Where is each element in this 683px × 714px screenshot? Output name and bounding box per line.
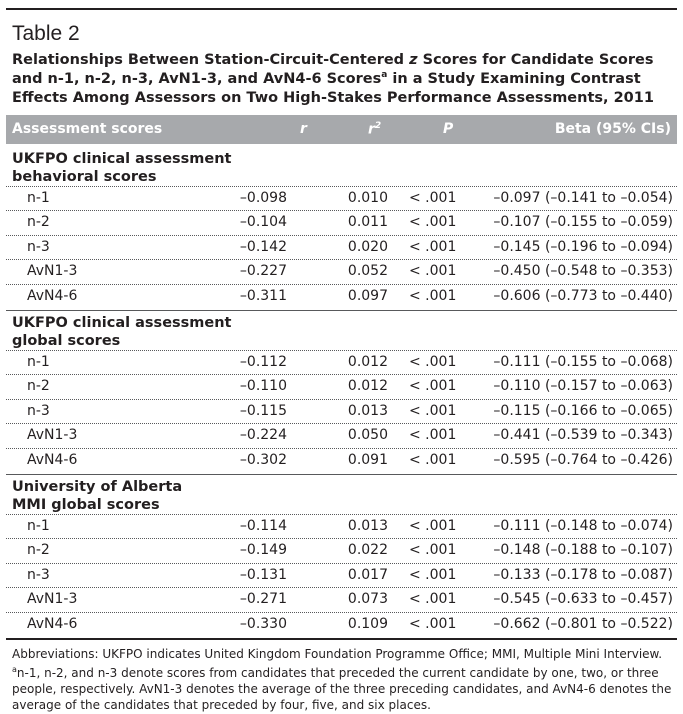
cell-assessment-score: n-1 xyxy=(27,190,50,206)
cell-p: < .001 xyxy=(409,239,457,255)
cell-r: –0.098 xyxy=(239,190,287,206)
cell-r: –0.114 xyxy=(239,518,287,534)
cell-beta: –0.110 (–0.157 to –0.063) xyxy=(493,378,673,394)
cell-p: < .001 xyxy=(409,518,457,534)
cell-r: –0.142 xyxy=(239,239,287,255)
title-z: z xyxy=(409,52,418,68)
cell-beta: –0.450 (–0.548 to –0.353) xyxy=(493,263,673,279)
footnote-a-mark: a xyxy=(12,665,17,674)
cell-p: < .001 xyxy=(409,378,457,394)
table-row xyxy=(6,538,677,562)
cell-r-squared: 0.011 xyxy=(347,214,388,230)
cell-p: < .001 xyxy=(409,403,457,419)
bottom-rule xyxy=(6,638,677,640)
footnote-a xyxy=(12,662,677,713)
table-row xyxy=(6,612,677,636)
header-r2-sup: 2 xyxy=(374,121,382,131)
cell-r-squared: 0.020 xyxy=(347,239,388,255)
table-row xyxy=(6,587,677,611)
cell-assessment-score: AvN4-6 xyxy=(27,452,78,468)
cell-assessment-score: AvN1-3 xyxy=(27,427,78,443)
cell-beta: –0.097 (–0.141 to –0.054) xyxy=(493,190,673,206)
cell-beta: –0.662 (–0.801 to –0.522) xyxy=(493,616,673,632)
cell-assessment-score: n-1 xyxy=(27,518,50,534)
section-separator xyxy=(6,310,677,311)
cell-assessment-score: n-3 xyxy=(27,239,50,255)
cell-assessment-score: n-2 xyxy=(27,378,50,394)
section-heading-line2: behavioral scores xyxy=(12,169,157,185)
cell-r: –0.224 xyxy=(239,427,287,443)
cell-p: < .001 xyxy=(409,354,457,370)
title-part2: Scores for Candidate Scores and n-1, n-2, n-3, AvN1-3, and AvN4-6 Scores xyxy=(12,52,654,87)
cell-p: < .001 xyxy=(409,263,457,279)
cell-beta: –0.145 (–0.196 to –0.094) xyxy=(493,239,673,255)
cell-r-squared: 0.013 xyxy=(347,518,388,534)
cell-beta: –0.545 (–0.633 to –0.457) xyxy=(493,591,673,607)
cell-r: –0.330 xyxy=(239,616,287,632)
cell-r: –0.311 xyxy=(239,288,287,304)
cell-r: –0.131 xyxy=(239,567,287,583)
section-heading-line2: MMI global scores xyxy=(12,497,160,513)
cell-assessment-score: AvN1-3 xyxy=(27,263,78,279)
header-r: r xyxy=(300,121,307,137)
table-row xyxy=(6,399,677,423)
cell-p: < .001 xyxy=(409,452,457,468)
cell-r-squared: 0.109 xyxy=(347,616,388,632)
table-row xyxy=(6,514,677,538)
cell-beta: –0.133 (–0.178 to –0.087) xyxy=(493,567,673,583)
table-title xyxy=(12,51,677,108)
section-heading-line1: UKFPO clinical assessment xyxy=(12,315,232,331)
cell-beta: –0.148 (–0.188 to –0.107) xyxy=(493,542,673,558)
table-row xyxy=(6,235,677,259)
cell-r-squared: 0.052 xyxy=(347,263,388,279)
table-label: Table 2 xyxy=(12,22,80,45)
cell-r: –0.110 xyxy=(239,378,287,394)
table-row xyxy=(6,563,677,587)
cell-r-squared: 0.022 xyxy=(347,542,388,558)
header-p: P xyxy=(443,121,454,137)
cell-beta: –0.111 (–0.155 to –0.068) xyxy=(493,354,673,370)
cell-p: < .001 xyxy=(409,190,457,206)
cell-r-squared: 0.012 xyxy=(347,378,388,394)
cell-r: –0.302 xyxy=(239,452,287,468)
header-beta: Beta (95% CIs) xyxy=(554,121,671,137)
cell-assessment-score: n-2 xyxy=(27,214,50,230)
cell-r: –0.115 xyxy=(239,403,287,419)
cell-p: < .001 xyxy=(409,542,457,558)
cell-p: < .001 xyxy=(409,288,457,304)
section-heading-line1: UKFPO clinical assessment xyxy=(12,151,232,167)
table-row xyxy=(6,186,677,210)
table-row xyxy=(6,284,677,308)
cell-r-squared: 0.013 xyxy=(347,403,388,419)
cell-assessment-score: AvN4-6 xyxy=(27,616,78,632)
cell-assessment-score: AvN1-3 xyxy=(27,591,78,607)
abbreviations-note: Abbreviations: UKFPO indicates United Kingdom Foundation Programme Office; MMI, Multiple Mini Interview. xyxy=(12,647,663,661)
title-part1: Relationships Between Station-Circuit-Centered xyxy=(12,52,410,68)
cell-r-squared: 0.010 xyxy=(347,190,388,206)
section-heading xyxy=(12,478,182,514)
table-footnotes xyxy=(12,646,677,713)
cell-p: < .001 xyxy=(409,591,457,607)
table-row xyxy=(6,423,677,447)
table-header xyxy=(6,115,677,144)
title-part3: in a Study Examining Contrast Effects Among Assessors on Two High-Stakes Performance Assessments, 2011 xyxy=(12,71,654,106)
table-row xyxy=(6,448,677,472)
cell-p: < .001 xyxy=(409,567,457,583)
footnote-a-text: n-1, n-2, and n-3 denote scores from candidates that preceded the current candidate by one, two, or three people, respectively. AvN1-3 denotes the average of the three preceding candidates, and AvN4-6 denotes the average of the candidates that preceded by four, five, and six places. xyxy=(12,666,672,712)
cell-beta: –0.115 (–0.166 to –0.065) xyxy=(493,403,673,419)
section-separator xyxy=(6,474,677,475)
cell-r: –0.271 xyxy=(239,591,287,607)
top-rule xyxy=(6,8,677,10)
table-row xyxy=(6,210,677,234)
cell-p: < .001 xyxy=(409,214,457,230)
cell-assessment-score: n-2 xyxy=(27,542,50,558)
section-heading xyxy=(12,314,231,350)
cell-assessment-score: AvN4-6 xyxy=(27,288,78,304)
cell-beta: –0.595 (–0.764 to –0.426) xyxy=(493,452,673,468)
section-heading-line1: University of Alberta xyxy=(12,479,183,495)
cell-r-squared: 0.073 xyxy=(347,591,388,607)
cell-r-squared: 0.017 xyxy=(347,567,388,583)
cell-r: –0.227 xyxy=(239,263,287,279)
cell-p: < .001 xyxy=(409,427,457,443)
cell-beta: –0.441 (–0.539 to –0.343) xyxy=(493,427,673,443)
cell-r-squared: 0.012 xyxy=(347,354,388,370)
cell-r: –0.112 xyxy=(239,354,287,370)
header-r-squared xyxy=(368,121,381,138)
table-row xyxy=(6,350,677,374)
cell-assessment-score: n-3 xyxy=(27,567,50,583)
cell-beta: –0.107 (–0.155 to –0.059) xyxy=(493,214,673,230)
cell-r: –0.104 xyxy=(239,214,287,230)
table-row xyxy=(6,259,677,283)
header-assessment-scores: Assessment scores xyxy=(12,121,163,137)
cell-r-squared: 0.097 xyxy=(347,288,388,304)
cell-assessment-score: n-1 xyxy=(27,354,50,370)
cell-r-squared: 0.050 xyxy=(347,427,388,443)
cell-r: –0.149 xyxy=(239,542,287,558)
cell-r-squared: 0.091 xyxy=(347,452,388,468)
table-row xyxy=(6,374,677,398)
cell-assessment-score: n-3 xyxy=(27,403,50,419)
cell-beta: –0.606 (–0.773 to –0.440) xyxy=(493,288,673,304)
section-heading xyxy=(12,150,231,186)
cell-beta: –0.111 (–0.148 to –0.074) xyxy=(493,518,673,534)
title-footnote-mark: a xyxy=(381,70,388,81)
section-heading-line2: global scores xyxy=(12,333,121,349)
cell-p: < .001 xyxy=(409,616,457,632)
header-r2-base: r xyxy=(368,121,375,138)
